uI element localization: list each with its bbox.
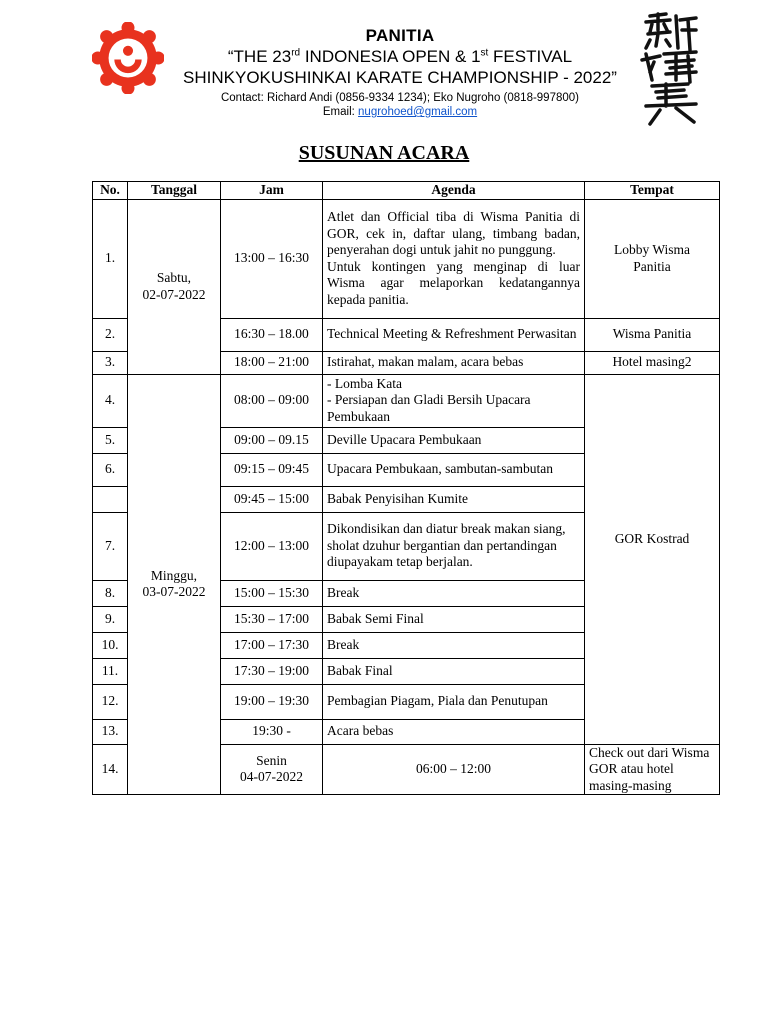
- event-title-line1: “THE 23rd INDONESIA OPEN & 1st FESTIVAL: [227, 47, 573, 66]
- page-title: SUSUNAN ACARA: [298, 142, 470, 164]
- committee-title: PANITIA: [365, 26, 435, 45]
- row-agenda: Dikondisikan dan diatur break makan siang, sholat dzuhur bergantian dan pertandingan diupayakam tetap berjalan.: [323, 512, 585, 580]
- header-jam: Jam: [221, 182, 323, 200]
- contact-info: Contact: Richard Andi (0856-9334 1234); Eko Nugroho (0818-997800): [220, 92, 579, 104]
- row-time: 18:00 – 21:00: [221, 351, 323, 374]
- row-no: 14.: [93, 744, 128, 795]
- row-agenda: Pembagian Piagam, Piala dan Penutupan: [323, 684, 585, 719]
- row-time: 17:00 – 17:30: [221, 632, 323, 658]
- header-tempat: Tempat: [585, 182, 720, 200]
- schedule-table: [92, 181, 720, 795]
- row-no: 13.: [93, 719, 128, 744]
- row-agenda: Deville Upacara Pembukaan: [323, 427, 585, 453]
- row-agenda: - Lomba Kata - Persiapan dan Gladi Bersih Upacara Pembukaan: [323, 374, 585, 427]
- row-time: 08:00 – 09:00: [221, 374, 323, 427]
- date-cell: Sabtu, 02-07-2022: [128, 199, 221, 374]
- table-row: [93, 199, 720, 318]
- row-no: 11.: [93, 658, 128, 684]
- row-agenda: Upacara Pembukaan, sambutan-sambutan: [323, 453, 585, 486]
- row-time: 15:00 – 15:30: [221, 580, 323, 606]
- event-title-line2: SHINKYOKUSHINKAI KARATE CHAMPIONSHIP - 2022”: [183, 68, 617, 87]
- row-agenda: Babak Penyisihan Kumite: [323, 486, 585, 512]
- row-agenda: Technical Meeting & Refreshment Perwasitan: [323, 318, 585, 351]
- row-no: 2.: [93, 318, 128, 351]
- header-tanggal: Tanggal: [128, 182, 221, 200]
- row-time: 06:00 – 12:00: [323, 744, 585, 795]
- row-time: 17:30 – 19:00: [221, 658, 323, 684]
- table-row: [93, 374, 720, 427]
- row-agenda: Babak Semi Final: [323, 606, 585, 632]
- row-no: [93, 486, 128, 512]
- row-agenda: Acara bebas: [323, 719, 585, 744]
- row-time: 19:30 -: [221, 719, 323, 744]
- row-agenda: Istirahat, makan malam, acara bebas: [323, 351, 585, 374]
- row-time: 09:15 – 09:45: [221, 453, 323, 486]
- date-cell: Senin 04-07-2022: [221, 744, 323, 795]
- row-agenda: Atlet dan Official tiba di Wisma Panitia di GOR, cek in, daftar ulang, timbang badan, penyerahan dogi untuk jahit no punggung. Untuk kontingen yang menginap di luar Wisma agar melaporkan kedatangannya kepada panitia.: [323, 199, 585, 318]
- row-no: 9.: [93, 606, 128, 632]
- venue-gor-kostrad: GOR Kostrad: [614, 531, 690, 546]
- kanji-calligraphy-icon: [636, 10, 706, 130]
- row-no: 7.: [93, 512, 128, 580]
- venue-cell: Lobby Wisma Panitia: [585, 199, 720, 318]
- row-time: 09:45 – 15:00: [221, 486, 323, 512]
- email-link[interactable]: nugrohoed@gmail.com: [358, 106, 478, 118]
- row-time: 13:00 – 16:30: [221, 199, 323, 318]
- row-time: 16:30 – 18.00: [221, 318, 323, 351]
- kyokushin-logo-icon: [92, 22, 164, 94]
- table-header-row: [93, 182, 720, 200]
- row-no: 12.: [93, 684, 128, 719]
- row-no: 6.: [93, 453, 128, 486]
- email-info: [160, 106, 640, 118]
- date-cell: Minggu, 03-07-2022: [128, 374, 221, 795]
- row-time: 09:00 – 09.15: [221, 427, 323, 453]
- row-no: 10.: [93, 632, 128, 658]
- row-agenda: Babak Final: [323, 658, 585, 684]
- row-agenda: Check out dari Wisma GOR atau hotel masing-masing: [585, 744, 720, 795]
- row-agenda: Break: [323, 632, 585, 658]
- email-label: Email:: [322, 106, 359, 118]
- row-agenda: Break: [323, 580, 585, 606]
- row-time: 15:30 – 17:00: [221, 606, 323, 632]
- header-agenda: Agenda: [323, 182, 585, 200]
- row-time: 19:00 – 19:30: [221, 684, 323, 719]
- venue-cell: Wisma Panitia: [585, 318, 720, 351]
- header-no: No.: [93, 182, 128, 200]
- row-no: 4.: [93, 374, 128, 427]
- row-no: 8.: [93, 580, 128, 606]
- venue-cell: [585, 580, 720, 744]
- venue-cell: Hotel masing2: [585, 351, 720, 374]
- row-no: 1.: [93, 199, 128, 318]
- row-no: 5.: [93, 427, 128, 453]
- row-no: 3.: [93, 351, 128, 374]
- row-time: 12:00 – 13:00: [221, 512, 323, 580]
- venue-cell: [585, 374, 720, 580]
